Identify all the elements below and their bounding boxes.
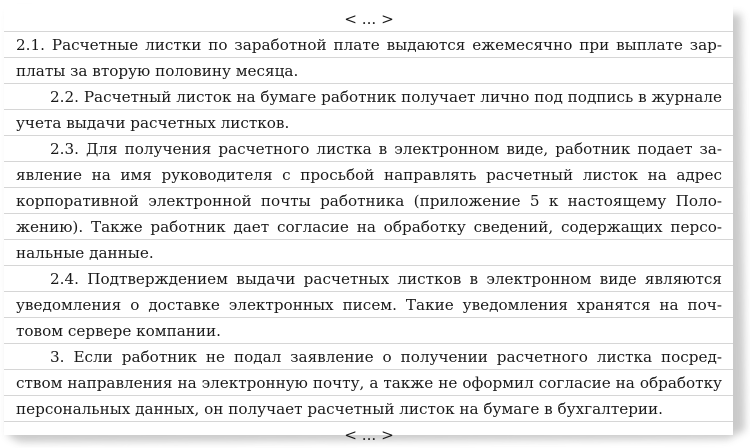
omission-marker-top: < ... > <box>344 10 394 28</box>
lined-paper-sheet <box>4 4 733 444</box>
paragraph-3: 3. Если работник не подал заявление о получении расчетного листка посредством направления на электронную почту, а также не оформил согласие на обработку персональных данных, он получает расчетный листок на бумаге в бухгалтерии. <box>16 348 722 418</box>
paragraph-2-3: 2.3. Для получения расчетного листка в электронном виде, работник подает заявление на имя руководителя с просьбой направлять расчетный листок на адрес корпоративной электронной почты работника (приложение 5 к настоящему Положению). Также работник дает согласие на обработку сведений, содержащих персональные данные. <box>16 140 722 262</box>
paragraph-2-4: 2.4. Подтверждением выдачи расчетных листков в электронном виде являются уведомления о доставке электронных писем. Такие уведомления хранятся на почтовом сервере компании. <box>16 270 722 340</box>
paragraph-2-1: 2.1. Расчетные листки по заработной плате выдаются ежемесячно при выплате зарплаты за вторую половину месяца. <box>16 36 722 80</box>
paragraph-2-2: 2.2. Расчетный листок на бумаге работник получает лично под подпись в журнале учета выдачи расчетных листков. <box>16 88 722 132</box>
omission-marker-bottom: < ... > <box>344 426 394 444</box>
document-text <box>16 6 722 448</box>
